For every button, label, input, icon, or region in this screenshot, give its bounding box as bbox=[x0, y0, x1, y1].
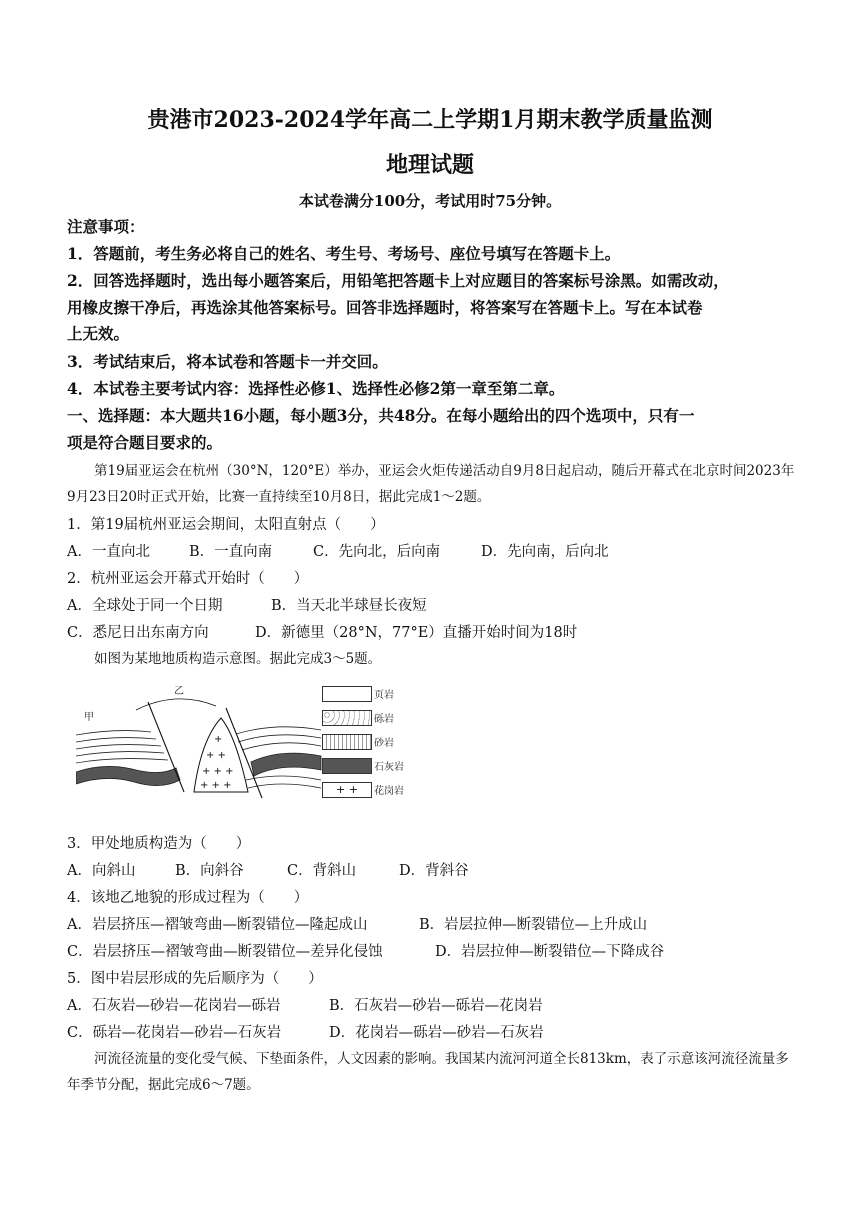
option-c: C．悉尼日出东南方向 bbox=[67, 625, 209, 641]
option-a: A．岩层挤压—褶皱弯曲—断裂错位—隆起成山 bbox=[67, 917, 368, 933]
option-b: B．一直向南 bbox=[189, 544, 273, 560]
notes-heading: 注意事项： bbox=[67, 217, 145, 236]
section-heading-cont: 项是符合题目要求的。 bbox=[67, 433, 223, 452]
note-item: 2．回答选择题时，选出每小题答案后，用铅笔把答题卡上对应题目的答案标号涂黑。如需改动， bbox=[67, 271, 729, 290]
legend-item-conglomerate: 砾岩 bbox=[322, 708, 452, 726]
question-2-options-row1 bbox=[67, 594, 797, 615]
note-item: 4．本试卷主要考试内容：选择性必修1、选择性必修2第一章至第二章。 bbox=[67, 379, 565, 398]
question-4-options-row1 bbox=[67, 913, 797, 934]
svg-text:+ + +: + + + bbox=[200, 780, 232, 791]
svg-text:+ + +: + + + bbox=[202, 766, 234, 777]
option-c: C．岩层挤压—褶皱弯曲—断裂错位—差异化侵蚀 bbox=[67, 944, 383, 960]
legend-item-granite: + + 花岗岩 bbox=[322, 780, 452, 798]
question-1-options bbox=[67, 540, 797, 561]
svg-text:+ +: + + bbox=[206, 750, 226, 761]
option-b: B．石灰岩—砂岩—砾岩—花岗岩 bbox=[329, 998, 543, 1014]
passage-geology: 如图为某地地质构造示意图。据此完成3～5题。 bbox=[94, 651, 382, 667]
question-5-options-row2 bbox=[67, 1021, 797, 1042]
option-a: A．向斜山 bbox=[67, 863, 136, 879]
option-c: C．背斜山 bbox=[287, 863, 357, 879]
option-c: C．砾岩—花岗岩—砂岩—石灰岩 bbox=[67, 1025, 282, 1041]
label-yi: 乙 bbox=[174, 686, 184, 697]
label-jia: 甲 bbox=[84, 712, 94, 723]
svg-text:+: + bbox=[214, 734, 223, 745]
option-a: A．全球处于同一个日期 bbox=[67, 598, 223, 614]
question-5-stem: 5．图中岩层形成的先后顺序为（ ） bbox=[67, 971, 323, 987]
option-d: D．新德里（28°N，77°E）直播开始时间为18时 bbox=[255, 625, 578, 641]
exam-title: 贵港市2023-2024学年高二上学期1月期末教学质量监测 bbox=[147, 107, 713, 133]
option-d: D．背斜谷 bbox=[399, 863, 469, 879]
option-d: D．先向南，后向北 bbox=[481, 544, 609, 560]
sandstone-swatch bbox=[322, 734, 372, 750]
question-2-stem: 2．杭州亚运会开幕式开始时（ ） bbox=[67, 571, 309, 587]
question-5-options-row1 bbox=[67, 994, 797, 1015]
question-4-stem: 4．该地乙地貌的形成过程为（ ） bbox=[67, 890, 309, 906]
legend-item-shale: 页岩 bbox=[322, 684, 452, 702]
passage-river-runoff: 河流径流量的变化受气候、下垫面条件，人文因素的影响。我国某内流河河道全长813km，表了示意该河流径流量多年季节分配，据此完成6～7题。 bbox=[67, 1051, 789, 1093]
granite-swatch: + + bbox=[322, 782, 372, 798]
limestone-swatch bbox=[322, 758, 372, 774]
note-item: 上无效。 bbox=[67, 324, 130, 343]
option-b: B．当天北半球昼长夜短 bbox=[271, 598, 427, 614]
question-2-options-row2 bbox=[67, 621, 797, 642]
option-c: C．先向北，后向南 bbox=[313, 544, 441, 560]
exam-info: 本试卷满分100分，考试用时75分钟。 bbox=[298, 192, 562, 210]
question-4-options-row2 bbox=[67, 940, 797, 961]
option-a: A．一直向北 bbox=[67, 544, 150, 560]
question-3-options bbox=[67, 859, 797, 880]
option-a: A．石灰岩—砂岩—花岗岩—砾岩 bbox=[67, 998, 281, 1014]
passage-asian-games: 第19届亚运会在杭州（30°N，120°E）举办，亚运会火炬传递活动自9月8日起启动，随后开幕式在北京时间2023年9月23日20时正式开始，比赛一直持续至10月8日，据此完成1～2题。 bbox=[67, 463, 795, 505]
option-d: D．花岗岩—砾岩—砂岩—石灰岩 bbox=[329, 1025, 544, 1041]
conglomerate-swatch bbox=[322, 710, 372, 726]
legend-item-sandstone: 砂岩 bbox=[322, 732, 452, 750]
option-b: B．岩层拉伸—断裂错位—上升成山 bbox=[419, 917, 648, 933]
question-1-stem: 1．第19届杭州亚运会期间，太阳直射点（ ） bbox=[67, 517, 385, 533]
note-item: 1．答题前，考生务必将自己的姓名、考生号、考场号、座位号填写在答题卡上。 bbox=[67, 244, 621, 263]
shale-swatch bbox=[322, 686, 372, 702]
note-item: 用橡皮擦干净后，再选涂其他答案标号。回答非选择题时，将答案写在答题卡上。写在本试卷 bbox=[67, 298, 703, 317]
option-d: D．岩层拉伸—断裂错位—下降成谷 bbox=[435, 944, 665, 960]
section-heading: 一、选择题：本大题共16小题，每小题3分，共48分。在每小题给出的四个选项中，只有一 bbox=[67, 406, 695, 425]
question-3-stem: 3．甲处地质构造为（ ） bbox=[67, 836, 251, 852]
legend-item-limestone: 石灰岩 bbox=[322, 756, 452, 774]
exam-subtitle: 地理试题 bbox=[385, 152, 474, 178]
option-b: B．向斜谷 bbox=[175, 863, 244, 879]
note-item: 3．考试结束后，将本试卷和答题卡一并交回。 bbox=[67, 352, 388, 371]
